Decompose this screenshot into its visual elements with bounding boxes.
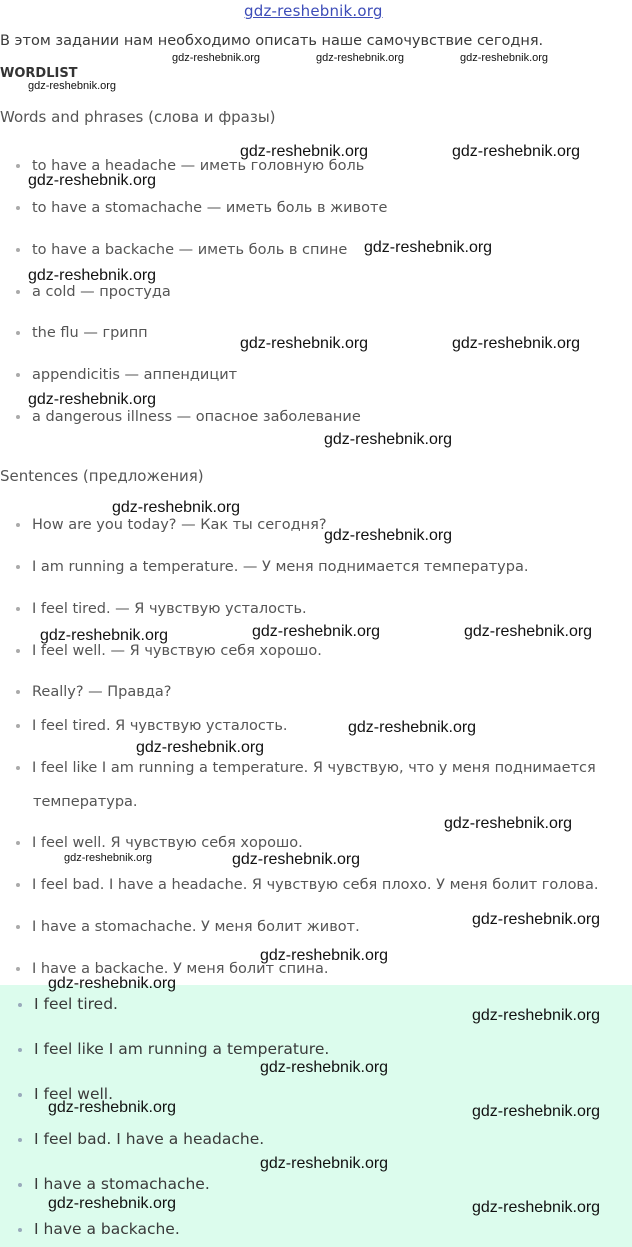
bullet-icon <box>16 290 20 294</box>
bullet-icon <box>16 841 20 845</box>
bullet-icon <box>16 415 20 419</box>
watermark: gdz-reshebnik.org <box>324 431 453 448</box>
bullet-icon <box>18 1228 22 1232</box>
list-item: Really? — Правда? <box>16 684 171 700</box>
list-item: I have a stomachache. У меня болит живот. <box>16 919 360 935</box>
watermark: gdz-reshebnik.org <box>260 947 389 964</box>
bullet-icon <box>16 331 20 335</box>
answer-item: I feel bad. I have a headache. <box>18 1130 264 1148</box>
sentences-heading: Sentences (предложения) <box>0 467 204 485</box>
bullet-icon <box>16 206 20 210</box>
watermark: gdz-reshebnik.org <box>452 335 581 352</box>
list-item: the flu — грипп <box>16 325 148 341</box>
list-item: I feel tired. Я чувствую усталость. <box>16 718 288 734</box>
watermark: gdz-reshebnik.org <box>40 627 169 644</box>
watermark: gdz-reshebnik.org <box>472 1103 601 1120</box>
watermark: gdz-reshebnik.org <box>172 52 261 64</box>
list-item: I feel like I am running a temperature. Я чувствую, что у меня поднимается <box>16 760 596 776</box>
bullet-icon <box>16 690 20 694</box>
bullet-icon <box>16 607 20 611</box>
bullet-icon <box>16 248 20 252</box>
answer-item: I feel well. <box>18 1085 113 1103</box>
bullet-icon <box>16 649 20 653</box>
watermark: gdz-reshebnik.org <box>28 267 157 284</box>
answer-item: I have a backache. <box>18 1220 180 1238</box>
bullet-icon <box>16 523 20 527</box>
bullet-icon <box>16 883 20 887</box>
bullet-icon <box>18 1183 22 1187</box>
watermark: gdz-reshebnik.org <box>444 815 573 832</box>
watermark: gdz-reshebnik.org <box>472 1007 601 1024</box>
list-item: to have a stomachache — иметь боль в животе <box>16 200 387 216</box>
watermark: gdz-reshebnik.org <box>460 52 549 64</box>
list-item: I feel tired. — Я чувствую усталость. <box>16 601 307 617</box>
site-title-link[interactable]: gdz-reshebnik.org <box>244 2 383 20</box>
watermark: gdz-reshebnik.org <box>472 1199 601 1216</box>
wordlist-label: WORDLIST <box>0 66 78 81</box>
watermark: gdz-reshebnik.org <box>260 1155 389 1172</box>
words-heading: Words and phrases (слова и фразы) <box>0 108 276 126</box>
bullet-icon <box>16 967 20 971</box>
bullet-icon <box>16 925 20 929</box>
watermark: gdz-reshebnik.org <box>452 143 581 160</box>
watermark: gdz-reshebnik.org <box>28 172 157 189</box>
watermark: gdz-reshebnik.org <box>232 851 361 868</box>
watermark: gdz-reshebnik.org <box>48 1195 177 1212</box>
watermark: gdz-reshebnik.org <box>28 80 117 92</box>
watermark: gdz-reshebnik.org <box>464 623 593 640</box>
bullet-icon <box>16 373 20 377</box>
answer-item: I feel like I am running a temperature. <box>18 1040 329 1058</box>
watermark: gdz-reshebnik.org <box>48 1099 177 1116</box>
list-item: a cold — простуда <box>16 284 171 300</box>
watermark: gdz-reshebnik.org <box>136 739 265 756</box>
list-item: I am running a temperature. — У меня поднимается температура. <box>16 559 528 575</box>
intro-text: В этом задании нам необходимо описать наше самочувствие сегодня. <box>0 33 544 49</box>
list-item: How are you today? — Как ты сегодня? <box>16 517 327 533</box>
bullet-icon <box>18 1093 22 1097</box>
watermark: gdz-reshebnik.org <box>260 1059 389 1076</box>
bullet-icon <box>16 724 20 728</box>
list-item: I feel well. — Я чувствую себя хорошо. <box>16 643 322 659</box>
watermark: gdz-reshebnik.org <box>364 239 493 256</box>
list-item-continuation: температура. <box>33 794 138 810</box>
watermark: gdz-reshebnik.org <box>316 52 405 64</box>
list-item: I feel well. Я чувствую себя хорошо. <box>16 835 303 851</box>
list-item: to have a headache — иметь головную боль <box>16 158 364 174</box>
answer-item: I feel tired. <box>18 995 118 1013</box>
list-item: to have a backache — иметь боль в спине <box>16 242 347 258</box>
list-item: appendicitis — аппендицит <box>16 367 237 383</box>
watermark: gdz-reshebnik.org <box>64 852 153 864</box>
watermark: gdz-reshebnik.org <box>348 719 477 736</box>
bullet-icon <box>16 164 20 168</box>
list-item: I have a backache. У меня болит спина. <box>16 961 329 977</box>
answer-item: I have a stomachache. <box>18 1175 210 1193</box>
watermark: gdz-reshebnik.org <box>252 623 381 640</box>
watermark: gdz-reshebnik.org <box>324 527 453 544</box>
watermark: gdz-reshebnik.org <box>240 143 369 160</box>
watermark: gdz-reshebnik.org <box>28 391 157 408</box>
list-item: a dangerous illness — опасное заболевание <box>16 409 361 425</box>
bullet-icon <box>18 1048 22 1052</box>
list-item: I feel bad. I have a headache. Я чувствую себя плохо. У меня болит голова. <box>16 877 598 893</box>
watermark: gdz-reshebnik.org <box>112 499 241 516</box>
bullet-icon <box>16 565 20 569</box>
bullet-icon <box>18 1138 22 1142</box>
bullet-icon <box>18 1003 22 1007</box>
watermark: gdz-reshebnik.org <box>240 335 369 352</box>
watermark: gdz-reshebnik.org <box>472 911 601 928</box>
watermark: gdz-reshebnik.org <box>48 975 177 992</box>
bullet-icon <box>16 766 20 770</box>
